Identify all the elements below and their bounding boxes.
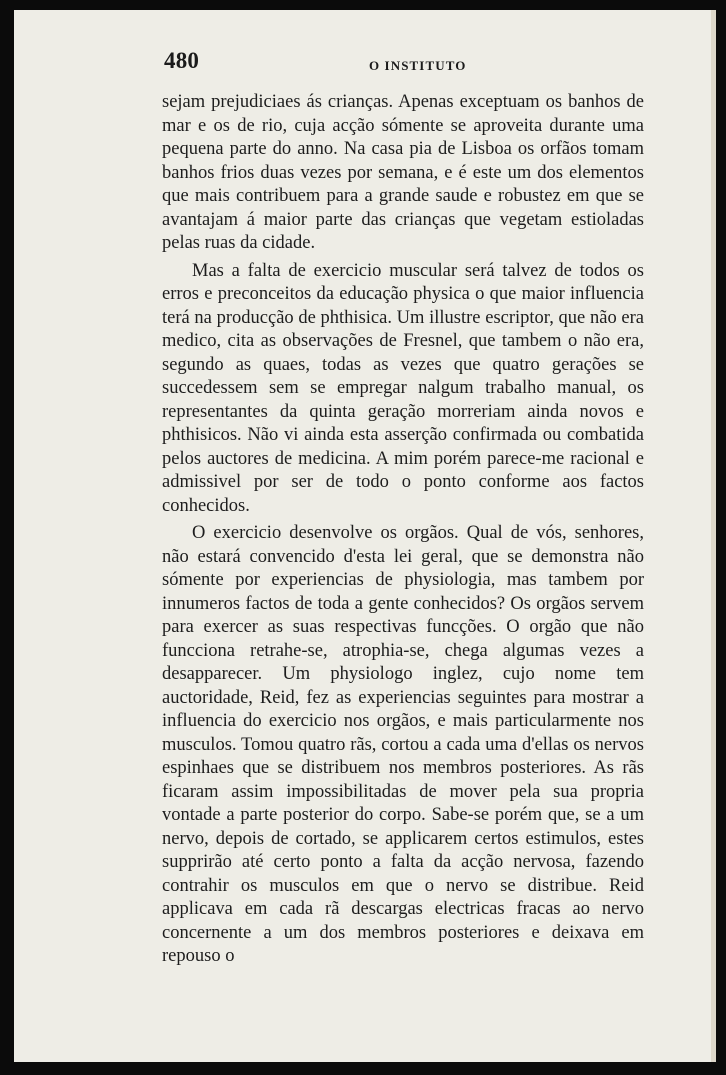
paragraph-2: Mas a falta de exercicio muscular será talvez de todos os erros e preconceitos da educação physica o que maior influencia terá na producção de phthisica. Um illustre escriptor, que não era medico, cita as observações de Fresnel, que tambem o não era, segundo as quaes, todas as vezes que quatro gerações se succedessem sem se empregar nalgum trabalho manual, os representantes da quinta geração morreriam ainda novos e phthisicos. Não vi ainda esta asserção confirmada ou combatida pelos auctores de medicina. A mim porém parece-me racional e admissivel por ser de todo o ponto conforme aos factos conhecidos. xyxy=(162,260,644,516)
page-number: 480 xyxy=(164,48,200,73)
book-page xyxy=(14,10,716,1062)
running-head-title: O INSTITUTO xyxy=(369,58,467,73)
body-text xyxy=(162,91,644,973)
paragraph-3: O exercicio desenvolve os orgãos. Qual de vós, senhores, não estará convencido d'esta lei geral, que se demonstra não sómente por experiencias de physiologia, mas tambem por innumeros factos de toda a gente conhecidos? Os orgãos servem para exercer as suas respectivas funcções. O orgão que não funcciona retrahe-se, atrophia-se, chega algumas vezes a desapparecer. Um physiologo inglez, cujo nome tem auctoridade, Reid, fez as experiencias seguintes para mostrar a influencia do exercicio nos orgãos, e mais particularmente nos musculos. Tomou quatro rãs, cortou a cada uma d'ellas os nervos espinhaes que se distribuem nos membros posteriores. As rãs ficaram assim impossibilitadas de mover pela sua propria vontade a parte posterior do corpo. Sabe-se porém que, se a um nervo, depois de cortado, se applicarem certos estimulos, estes supprirão até certo ponto a falta da acção nervosa, fazendo contrahir os musculos em que o nervo se distribue. Reid applicava em cada rã descargas electricas fracas ao nervo concernente a um dos membros posteriores e deixava em repouso o xyxy=(162,523,644,966)
page-edge xyxy=(711,10,716,1062)
paragraph-1: sejam prejudiciaes ás crianças. Apenas exceptuam os banhos de mar e os de rio, cuja acção sómente se aproveita durante uma pequena parte do anno. Na casa pia de Lisboa os orfãos tomam banhos frios duas vezes por semana, e é este um dos elementos que mais contribuem para a grande saude e robustez em que se avantajam á maior parte das crianças que vegetam estioladas pelas ruas da cidade. xyxy=(162,92,644,253)
page-header xyxy=(164,48,654,82)
